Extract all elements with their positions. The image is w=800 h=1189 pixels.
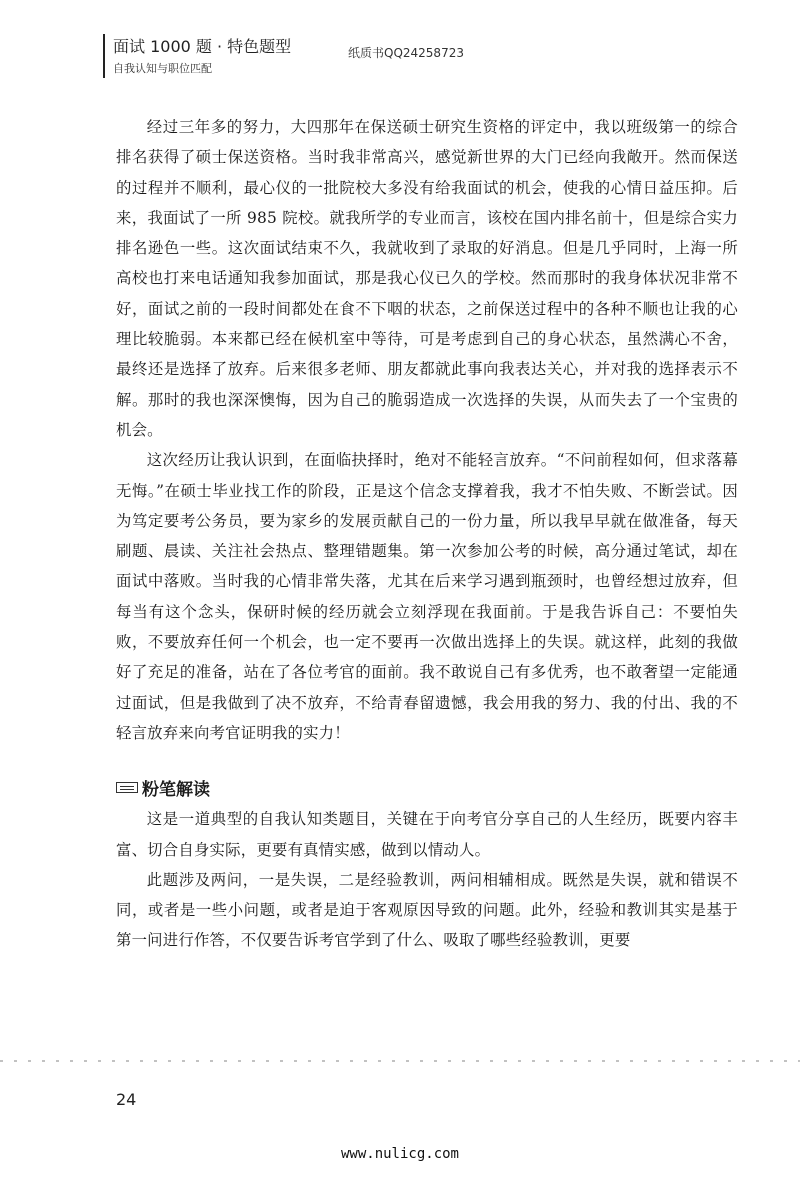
header-title: 面试 1000 题 · 特色题型 (113, 37, 292, 56)
page-number: 24 (116, 1090, 137, 1109)
body-paragraph-1: 经过三年多的努力，大四那年在保送硕士研究生资格的评定中，我以班级第一的综合排名获得了硕士保送资格。当时我非常高兴，感觉新世界的大门已经向我敞开。然而保送的过程并不顺利，最心仪的一批院校大多没有给我面试的机会，使我的心情日益压抑。后来，我面试了一所 985 院校。就我所学的专业而言，该校在国内排名前十，但是综合实力排名逊色一些。这次面试结束不久，我就收到了录取的好消息。但是几乎同时，上海一所高校也打来电话通知我参加面试，那是我心仪已久的学校。然而那时的我身体状况非常不好，面试之前的一段时间都处在食不下咽的状态，之前保送过程中的各种不顺也让我的心理比较脆弱。本来都已经在候机室中等待，可是考虑到自己的身心状态，虽然满心不舍，最终还是选择了放弃。后来很多老师、朋友都就此事向我表达关心，并对我的选择表示不解。那时的我也深深懊悔，因为自己的脆弱造成一次选择的失误，从而失去了一个宝贵的机会。 (116, 118, 738, 439)
section-heading (116, 772, 738, 802)
header-rule (103, 34, 105, 78)
footer-url: www.nulicg.com (340, 1146, 459, 1162)
analysis-paragraph-2: 此题涉及两问，一是失误，二是经验教训，两问相辅相成。既然是失误，就和错误不同，或者是一些小问题，或者是迫于客观原因导致的问题。此外，经验和教训其实是基于第一问进行作答，不仅要告诉考官学到了什么、吸取了哪些经验教训，更要 (116, 870, 738, 950)
section-title: 粉笔解读 (142, 779, 210, 800)
body-paragraph-2: 这次经历让我认识到，在面临抉择时，绝对不能轻言放弃。“不问前程如何，但求落幕无悔。”在硕士毕业找工作的阶段，正是这个信念支撑着我，我才不怕失败、不断尝试。因为笃定要考公务员，要为家乡的发展贡献自己的一份力量，所以我早早就在做准备，每天刷题、晨读、关注社会热点、整理错题集。第一次参加公考的时候，高分通过笔试，却在面试中落败。当时我的心情非常失落，尤其在后来学习遇到瓶颈时，也曾经想过放弃，但每当有这个念头，保研时候的经历就会立刻浮现在我面前。于是我告诉自己：不要怕失败，不要放弃任何一个机会，也一定不要再一次做出选择上的失误。就这样，此刻的我做好了充足的准备，站在了各位考官的面前。我不敢说自己有多优秀，也不敢奢望一定能通过面试，但是我做到了决不放弃，不给青春留遗憾，我会用我的努力、我的付出、我的不轻言放弃来向考官证明我的实力！ (116, 451, 738, 742)
section-body (116, 804, 738, 955)
watermark-text: 纸质书QQ24258723 (348, 46, 464, 60)
section-marker-icon (116, 782, 138, 793)
scan-cut-line (0, 1060, 800, 1062)
header-subtitle: 自我认知与职位匹配 (113, 62, 212, 75)
main-content (116, 112, 738, 956)
analysis-paragraph-1: 这是一道典型的自我认知类题目，关键在于向考官分享自己的人生经历，既要内容丰富、切合自身实际，更要有真情实感，做到以情动人。 (116, 810, 738, 859)
